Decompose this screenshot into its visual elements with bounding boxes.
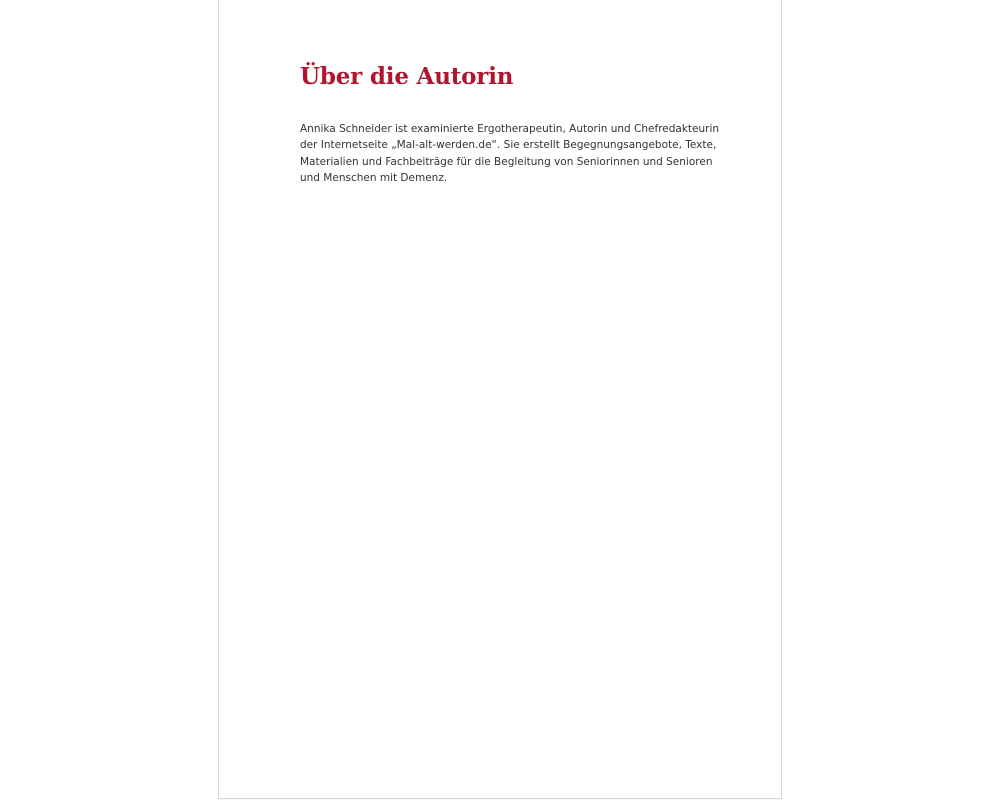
paragraph-line: Materialien und Fachbeiträge für die Begleitung von Seniorinnen und Senioren — [300, 155, 713, 168]
paragraph-line: der Internetseite „Mal-alt-werden.de“. Sie erstellt Begegnungsangebote, Texte, — [300, 139, 717, 152]
page-title: Über die Autorin — [300, 63, 514, 90]
document-page — [218, 0, 782, 799]
page-content — [300, 60, 720, 187]
author-bio-paragraph — [300, 121, 720, 187]
paragraph-line: und Menschen mit Demenz. — [300, 172, 448, 185]
paragraph-line: Annika Schneider ist examinierte Ergotherapeutin, Autorin und Chefredakteurin — [300, 123, 720, 135]
